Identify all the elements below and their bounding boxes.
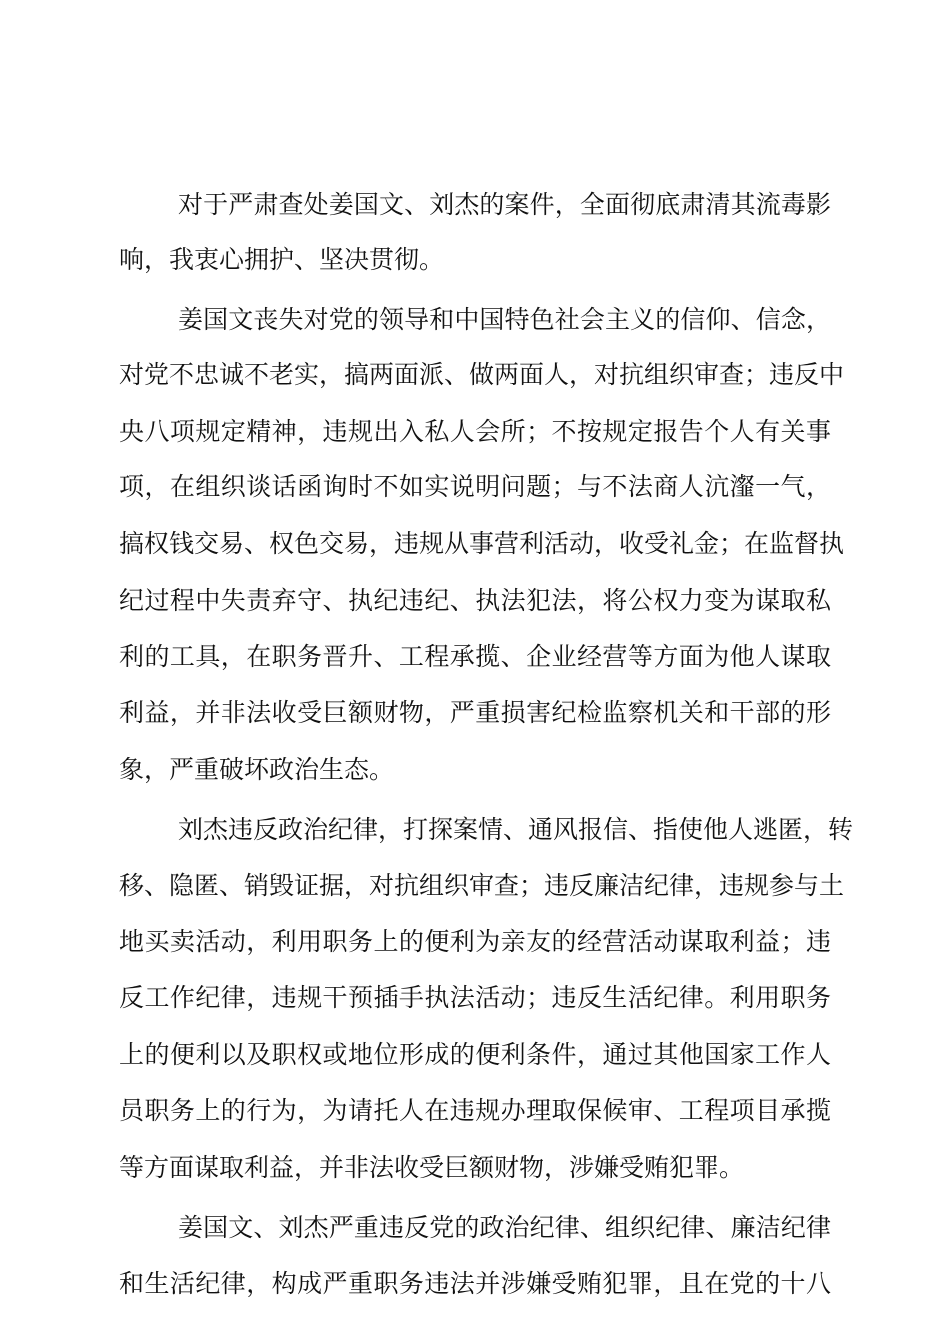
paragraph-4-line-2: 和生活纪律，构成严重职务违法并涉嫌受贿犯罪，且在党的十八	[119, 1269, 831, 1298]
paragraph-2-line-7: 利的工具，在职务晋升、工程承揽、企业经营等方面为他人谋取	[119, 642, 831, 671]
paragraph-2-line-8: 利益，并非法收受巨额财物，严重损害纪检监察机关和干部的形	[119, 698, 831, 727]
paragraph-3-line-6: 员职务上的行为，为请托人在违规办理取保候审、工程项目承揽	[119, 1096, 831, 1125]
paragraph-1-line-2: 响，我衷心拥护、坚决贯彻。	[119, 245, 445, 274]
paragraph-2-line-9: 象，严重破坏政治生态。	[119, 755, 395, 784]
paragraph-3-line-1: 刘杰违反政治纪律，打探案情、通风报信、指使他人逃匿，转	[178, 815, 854, 844]
paragraph-4-line-1: 姜国文、刘杰严重违反党的政治纪律、组织纪律、廉洁纪律	[178, 1213, 831, 1242]
paragraph-3-line-4: 反工作纪律，违规干预插手执法活动；违反生活纪律。利用职务	[119, 983, 831, 1012]
paragraph-2-line-6: 纪过程中失责弃守、执纪违纪、执法犯法，将公权力变为谋取私	[119, 586, 831, 615]
paragraph-2-line-3: 央八项规定精神，违规出入私人会所；不按规定报告个人有关事	[119, 417, 831, 446]
paragraph-2-line-4: 项，在组织谈话函询时不如实说明问题；与不法商人沆瀣一气，	[119, 472, 831, 501]
paragraph-3-line-3: 地买卖活动，利用职务上的便利为亲友的经营活动谋取利益；违	[119, 927, 831, 956]
paragraph-3-line-2: 移、隐匿、销毁证据，对抗组织审查；违反廉洁纪律，违规参与土	[119, 871, 845, 900]
paragraph-3-line-5: 上的便利以及职权或地位形成的便利条件，通过其他国家工作人	[119, 1040, 831, 1069]
paragraph-2-line-5: 搞权钱交易、权色交易，违规从事营利活动，收受礼金；在监督执	[119, 529, 845, 558]
paragraph-2-line-1: 姜国文丧失对党的领导和中国特色社会主义的信仰、信念，	[178, 305, 831, 334]
paragraph-1-line-1: 对于严肃查处姜国文、刘杰的案件，全面彻底肃清其流毒影	[178, 190, 831, 219]
paragraph-3-line-7: 等方面谋取利益，并非法收受巨额财物，涉嫌受贿犯罪。	[119, 1153, 745, 1182]
paragraph-2-line-2: 对党不忠诚不老实，搞两面派、做两面人，对抗组织审查；违反中	[119, 360, 845, 389]
